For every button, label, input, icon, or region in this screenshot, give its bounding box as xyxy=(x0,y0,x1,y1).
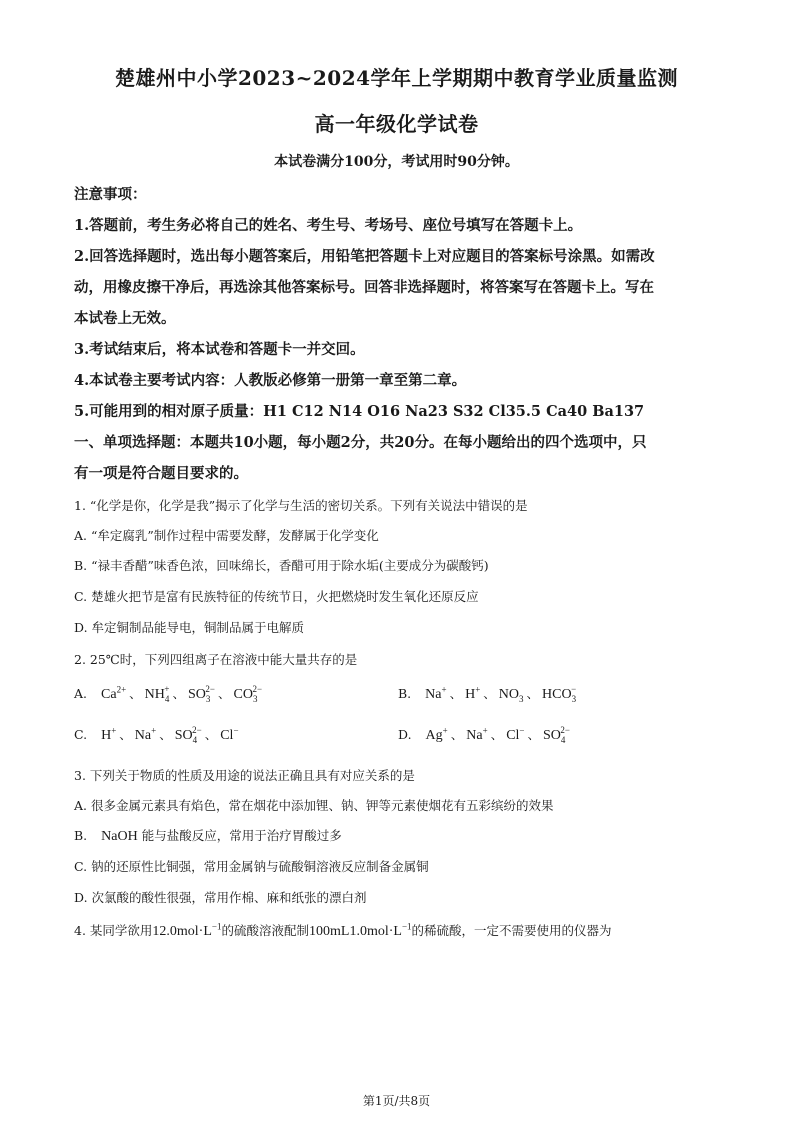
ion-separator: 、 xyxy=(217,686,231,701)
q1-option-b: B. “禄丰香醋”味香色浓，回味绵长，香醋可用于除水垢(主要成分为碳酸钙) xyxy=(74,558,489,573)
ion: $Ca^{2+}$ xyxy=(101,684,127,702)
q3-option-d: D. 次氯酸的酸性很强，常用作棉、麻和纸张的漂白剂 xyxy=(74,890,367,905)
q3-option-c: C. 钠的还原性比铜强，常用金属钠与硫酸铜溶液反应制备金属铜 xyxy=(74,859,429,874)
ion: H+ xyxy=(101,725,117,743)
q3-option-b-text: 能与盐酸反应，常用于治疗胃酸过多 xyxy=(141,828,342,843)
section-1-line-2: 有一项是符合题目要求的。 xyxy=(74,465,248,482)
ion: Na+ xyxy=(425,684,447,702)
ion: $NH_4^+$ xyxy=(144,684,170,704)
note-1: 1.答题前，考生务必将自己的姓名、考生号、考场号、座位号填写在答题卡上。 xyxy=(74,217,583,234)
note-5: 5.可能用到的相对原子质量：H1 C12 N14 O16 Na23 S32 Cl35.5 Ca40 Ba137 xyxy=(74,403,645,420)
ion: $SO_4^{2-}$ xyxy=(543,725,570,745)
ion-separator: 、 xyxy=(450,727,464,742)
q2-option-a-ions xyxy=(101,684,262,703)
ion: $CO_3^{2-}$ xyxy=(233,684,263,704)
page-number: 第1页/共8页 xyxy=(362,1094,431,1108)
q3-option-a: A. 很多金属元素具有焰色，常在烟花中添加锂、钠、钾等元素使烟花有五彩缤纷的效果 xyxy=(74,798,554,813)
q2-stem: 2. 25℃时，下列四组离子在溶液中能大量共存的是 xyxy=(74,652,358,667)
q1-option-a: A. “牟定腐乳”制作过程中需要发酵，发酵属于化学变化 xyxy=(74,528,379,543)
ion: H+ xyxy=(465,684,481,702)
ion-separator: 、 xyxy=(119,727,132,742)
section-1-line-1: 一、单项选择题：本题共10小题，每小题2分，共20分。在每小题给出的四个选项中，只 xyxy=(74,434,647,451)
q4-concentration-2 xyxy=(349,921,412,939)
note-2-line-3: 本试卷上无效。 xyxy=(74,310,176,327)
note-4: 4.本试卷主要考试内容：人教版必修第一册第一章至第二章。 xyxy=(74,372,467,389)
q4-stem xyxy=(74,921,612,940)
note-2-line-2: 动，用橡皮擦干净后，再选涂其他答案标号。回答非选择题时，将答案写在答题卡上。写在 xyxy=(74,279,654,296)
q2-option-d-ions xyxy=(426,725,570,744)
exam-title: 楚雄州中小学2023~2024学年上学期期中教育学业质量监测 xyxy=(114,66,679,90)
q2-option-c-label: C. xyxy=(74,727,88,742)
q1-stem: 1. “化学是你，化学是我”揭示了化学与生活的密切关系。下列有关说法中错误的是 xyxy=(74,498,528,513)
q2-option-b-ions xyxy=(425,684,576,703)
q2-option-a xyxy=(74,684,262,703)
q1-option-c: C. 楚雄火把节是富有民族特征的传统节日，火把燃烧时发生氧化还原反应 xyxy=(74,589,479,604)
q2-option-c xyxy=(74,725,239,744)
q2-option-c-ions xyxy=(101,725,238,744)
q1-option-d: D. 牟定铜制品能导电，铜制品属于电解质 xyxy=(74,620,305,635)
q4-concentration-1 xyxy=(152,921,222,939)
q3-stem: 3. 下列关于物质的性质及用途的说法正确且具有对应关系的是 xyxy=(74,768,415,783)
q2-option-b xyxy=(398,684,576,703)
exam-subtitle: 高一年级化学试卷 xyxy=(314,112,479,136)
q4-concentration-2-value: 1.0mol·L xyxy=(349,924,402,939)
ion: Na+ xyxy=(466,725,488,743)
ion: $NO_3$ xyxy=(498,687,524,704)
q4-text-3: 的稀硫酸，一定不需要使用的仪器为 xyxy=(411,923,612,938)
q2-option-a-label: A. xyxy=(74,686,88,701)
q4-text-1: 4. 某同学欲用 xyxy=(74,923,153,938)
ion-separator: 、 xyxy=(159,727,172,742)
ion-separator: 、 xyxy=(527,727,541,742)
q4-concentration-1-value: 12.0mol·L xyxy=(152,924,212,939)
ion: Cl− xyxy=(220,725,239,743)
exam-info: 本试卷满分100分，考试用时90分钟。 xyxy=(274,154,519,170)
note-2-line-1: 2.回答选择题时，选出每小题答案后，用铅笔把答题卡上对应题目的答案标号涂黑。如需改 xyxy=(74,248,655,265)
q2-option-d xyxy=(398,725,570,744)
ion: $SO_4^{2-}$ xyxy=(174,725,202,745)
ion-separator: 、 xyxy=(449,686,463,701)
ion: $SO_3^{2-}$ xyxy=(187,684,215,704)
ion-separator: 、 xyxy=(172,686,185,701)
q2-option-d-label: D. xyxy=(398,727,412,742)
note-3: 3.考试结束后，将本试卷和答题卡一并交回。 xyxy=(74,341,365,358)
q2-option-b-label: B. xyxy=(398,686,412,701)
ion-separator: 、 xyxy=(483,686,496,701)
q3-naoh-formula: NaOH xyxy=(101,829,138,844)
q4-exponent-2: −1 xyxy=(401,921,412,932)
ion-separator: 、 xyxy=(526,686,540,701)
q4-exponent-1: −1 xyxy=(211,921,222,932)
q3-option-b-label: B. xyxy=(74,828,88,843)
ion-separator: 、 xyxy=(490,727,504,742)
ion: Cl− xyxy=(506,725,525,743)
q4-text-2: 的硫酸溶液配制 xyxy=(221,923,309,938)
q3-option-b xyxy=(74,826,342,845)
ion: Na+ xyxy=(134,725,157,743)
ion: Ag+ xyxy=(425,725,448,743)
notes-heading: 注意事项： xyxy=(74,186,147,203)
q4-volume: 100mL xyxy=(309,924,350,939)
ion-separator: 、 xyxy=(204,727,218,742)
ion-separator: 、 xyxy=(129,686,142,701)
ion: $HCO_3^-$ xyxy=(542,684,577,704)
